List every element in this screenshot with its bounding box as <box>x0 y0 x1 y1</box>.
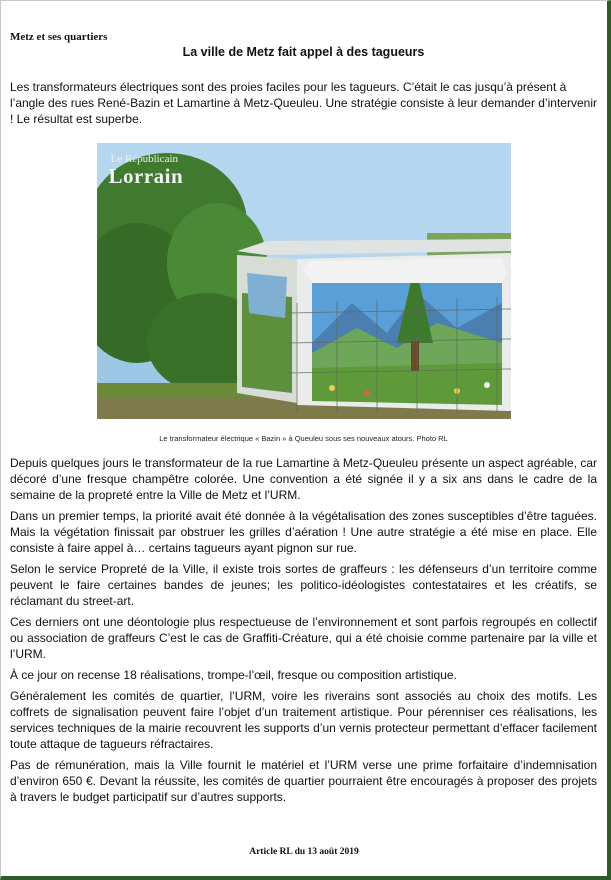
body-paragraph: À ce jour on recense 18 réalisations, trompe-l’œil, fresque ou composition artistique. <box>10 668 457 682</box>
body-paragraph: Selon le service Propreté de la Ville, il existe trois sortes de graffeurs : les défenseurs d’un territoire comme peuvent le faire certaines bandes de jeunes; les politico-idéologistes contestataires et les créatifs, se réclamant du street-art. <box>10 562 597 608</box>
body-paragraph: Dans un premier temps, la priorité avait été donnée à la végétalisation des zones susceptibles d’être taguées. Mais la végétation finissait par obstruer les grilles d’aération ! Une autre stratégie a été mise en place. Elle consiste à faire appel à… certains tagueurs ayant pignon sur rue. <box>10 509 597 555</box>
section-label: Metz et ses quartiers <box>10 31 108 43</box>
body-paragraph: Ces derniers ont une déontologie plus respectueuse de l’environnement et sont parfois regroupés en collectif ou association de graffeurs C’est le cas de Graffiti-Créature, qui a été choisie comme partenaire par la ville et l’URM. <box>10 615 597 661</box>
article-lead: Les transformateurs électriques sont des proies faciles pour les tagueurs. C’était le cas jusqu’à présent à l’angle des rues René-Bazin et Lamartine à Metz-Queuleu. Une stratégie consiste à leur demander d’intervenir ! Le résultat est superbe. <box>10 80 597 126</box>
article-content <box>10 31 597 810</box>
newspaper-logo: Lorrain <box>108 164 184 188</box>
body-paragraph: Généralement les comités de quartier, l’URM, voire les riverains sont associés au choix des motifs. Les coffrets de signalisation peuvent faire l’objet d’un traitement artistique. Pour pérenniser ces réalisations, les services techniques de la mairie recouvrent les supports d’un vernis protecteur permettant d’effacer facilement toute attaque de tagueurs réfractaires. <box>10 689 597 751</box>
article-headline: La ville de Metz fait appel à des tagueurs <box>182 45 425 59</box>
body-paragraph: Pas de rémunération, mais la Ville fournit le matériel et l’URM verse une prime forfaitaire d’indemnisation d’environ 650 €. Devant la réussite, les comités de quartier pourraient être encouragés à proposer des projets à travers le budget participatif sur d’autres supports. <box>10 758 597 804</box>
article-body <box>10 455 597 805</box>
photo-caption: Le transformateur électrique « Bazin » à Queuleu sous ses nouveaux atours. Photo RL <box>159 434 448 443</box>
article-photo <box>97 143 511 419</box>
body-paragraph: Depuis quelques jours le transformateur de la rue Lamartine à Metz-Queuleu présente un aspect agréable, car décoré d’une fresque champêtre colorée. Une convention a été signée il y a six ans dans le cadre de la semaine de la propreté entre la Ville de Metz et l’URM. <box>10 456 597 502</box>
article-source: Article RL du 13 août 2019 <box>249 847 359 857</box>
newspaper-logo-small: Le Républicain <box>110 153 179 165</box>
